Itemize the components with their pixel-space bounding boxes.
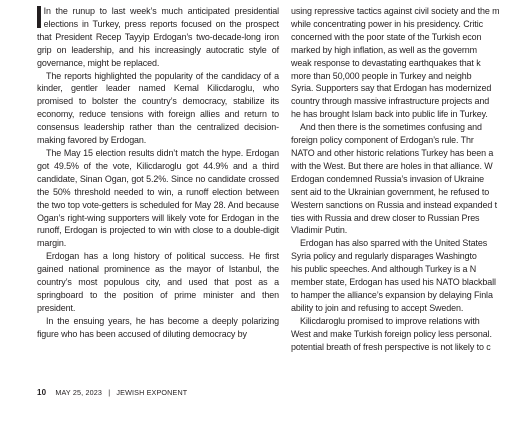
article-paragraph: In the ensuing years, he has become a deeply polarizing figure who has been accused of diluting democracy by [37,315,279,339]
text-line: ties with Russia and drew closer to Russian Pres [291,212,480,223]
article-paragraph: The May 15 election results didn’t match the hype. Erdogan got 49.5% of the vote, Kilicdaroglu got 44.9% and a third candidate, Sinan Ogan, got 5.2%. Since no candidate crossed the 50% threshold needed to win, a runoff election between the two top vote-getters is scheduled for May 28. And because Ogan’s right-wing supporters will likely vote for Erdogan in the runoff, Erdogan is projected to win with close to a double-digit margin. [37,147,279,249]
text-line: foreign policy component of Erdogan’s rule. Thr [291,135,474,146]
text-line: member state, Erdogan has used his NATO blackball [291,277,496,288]
text-line: to hamper the alliance’s expansion by delaying Finla [291,289,493,300]
text-line: NATO and other historic relations Turkey has been a [291,147,494,158]
text-line: Vladimir Putin. [291,225,348,236]
text-line: weak response to devastating earthquakes that k [291,57,481,68]
text-line: more than 50,000 people in Turkey and neighb [291,70,472,81]
publication-name: JEWISH EXPONENT [116,388,188,397]
text-line: country through massive infrastructure projects and [291,96,490,107]
text-line: Syria. Supporters say that Erdogan has modernized [291,83,492,94]
article-paragraph: The reports highlighted the popularity of the candidacy of a kinder, gentler leader named Kemal Kilicdaroglu, who promised to bolster the country’s democracy, stabilize its economy, reduce tensions with foreign allies and return to consensus leadership rather than the centralized decision-making favored by Erdogan. [37,70,279,146]
text-line: marked by high inflation, as well as the governm [291,44,477,55]
page-number: 10 [37,388,47,397]
article-right-column [291,5,512,353]
text-line: sent aid to the Ukrainian government, he refused to [291,186,490,197]
text-line: Western sanctions on Russia and instead expanded t [291,199,497,210]
article-left-column [37,5,279,341]
text-line: Erdogan has also sparred with the United States [300,238,488,249]
text-line: Kilicdaroglu promised to improve relations with [300,315,480,326]
drop-cap-bar [37,6,41,28]
text-line: ability to join and refusing to accept Sweden. [291,302,464,313]
page-footer [37,388,187,397]
footer-separator: | [108,388,111,397]
text-line: concerned with the poor state of the Turkish econ [291,31,482,42]
text-line: potential breath of fresh perspective is not likely to c [291,341,491,352]
text-line: while concentrating power in his presidency. Critic [291,18,483,29]
text-line: Erdogan condemned Russia’s invasion of Ukraine [291,173,484,184]
text-line: Syria policy and regularly disparages Washingto [291,251,477,262]
text-line: West and make Turkish foreign policy less personal. [291,328,492,339]
text-line: his public speeches. And although Turkey is a N [291,264,477,275]
text-line: with the West. But there are holes in that alliance. W [291,160,493,171]
article-paragraph: Erdogan has a long history of political success. He first gained national prominence as the mayor of Istanbul, the country’s most populous city, and used that post as a springboard to the position of prime minister and then president. [37,251,279,313]
text-line: And then there is the sometimes confusing and [300,122,482,133]
issue-date: MAY 25, 2023 [55,388,103,397]
article-paragraph: In the runup to last week’s much anticipated presidential elections in Turkey, press reports focused on the prospect that President Recep Tayyip Erdogan’s two-decade-long iron grip on leadership, and his increasingly autocratic style of governance, might be replaced. [37,6,279,68]
text-line: he has brought Islam back into public life in Turkey. [291,109,488,120]
text-line: using repressive tactics against civil society and the m [291,6,500,16]
